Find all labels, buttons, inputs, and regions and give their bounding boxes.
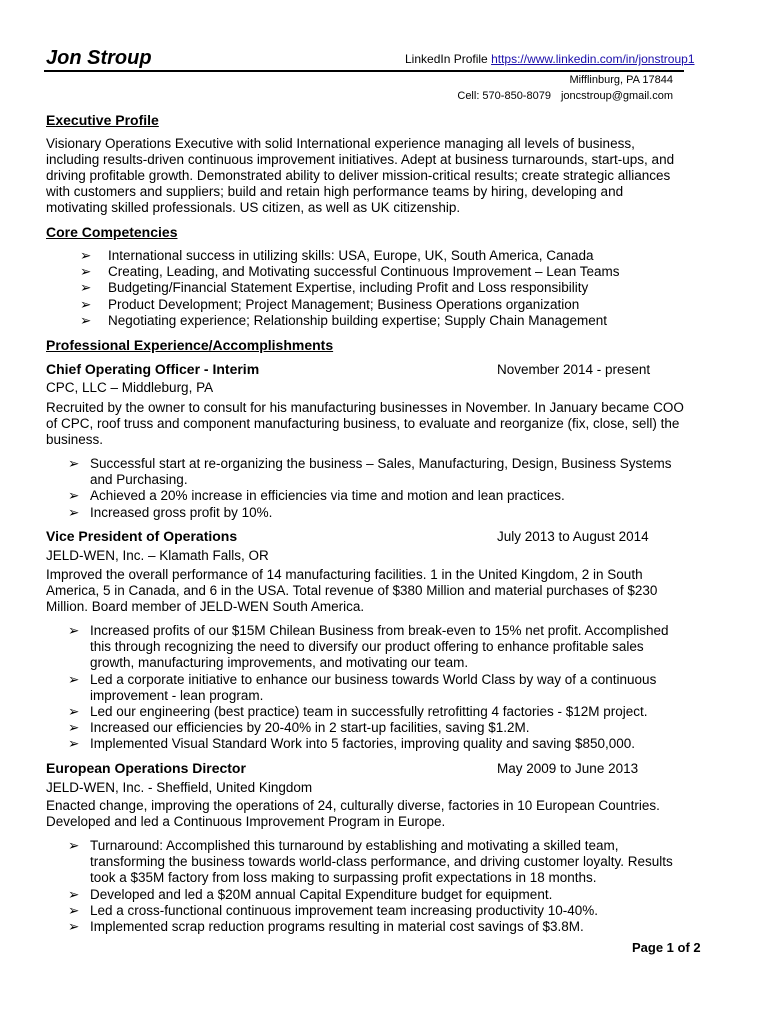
list-item: ➢ Achieved a 20% increase in efficiencies via time and motion and lean practices. — [68, 488, 565, 504]
list-item: ➢ Led a cross-functional continuous improvement team increasing productivity 10-40%. — [68, 902, 599, 918]
list-item: ➢ Product Development; Project Management; Business Operations organization — [80, 296, 580, 312]
email: joncstroup@gmail.com — [560, 90, 673, 102]
list-item: ➢ Turnaround: Accomplished this turnaround by establishing and motivating a skilled team, transforming the business towards world-class performance, and driving customer loyalty. Results took a $35M factory from loss making to surpassing profit expectations in 18 months. — [68, 838, 673, 886]
job-dates: July 2013 to August 2014 — [497, 529, 649, 544]
job-company: CPC, LLC – Middleburg, PA — [46, 380, 214, 395]
executive-profile-text: Visionary Operations Executive with solid International experience managing all levels of business, including results-driven continuous improvement initiatives. Adept at business turnarounds, start-ups, and driving profitable growth. Demonstrated ability to deliver mission-critical results; create strategic alliances with customers and suppliers; build and retain high performance teams by hiring, developing and motivating skilled professionals. US citizen, as well as UK citizenship. — [46, 136, 675, 215]
list-item: ➢ Increased profits of our $15M Chilean Business from break-even to 15% net profit. Accomplished this through recognizing the need to diversify our product offering to enhance profitable sales growth, manufacturing improvements, and motivating our team. — [68, 623, 669, 671]
executive-profile-heading: Executive Profile — [46, 112, 159, 128]
job-summary: Improved the overall performance of 14 manufacturing facilities. 1 in the United Kingdom, 2 in South America, 5 in Canada, and 6 in the USA. Total revenue of $380 Million and material purchases of $230 Million. Board member of JELD-WEN South America. — [46, 567, 658, 614]
list-item: ➢ Led our engineering (best practice) team in successfully retrofitting 4 factories - $12M project. — [68, 704, 648, 720]
list-item: ➢ Increased gross profit by 10%. — [68, 504, 273, 520]
job-summary: Enacted change, improving the operations of 24, culturally diverse, factories in 10 European Countries. Developed and led a Continuous Improvement Program in Europe. — [46, 798, 660, 829]
job-dates: November 2014 - present — [497, 362, 651, 377]
job-bullets — [68, 623, 690, 753]
location: Mifflinburg, PA 17844 — [569, 74, 673, 86]
job-bullets — [68, 838, 690, 935]
job-title: Vice President of Operations — [46, 528, 238, 544]
job-dates: May 2009 to June 2013 — [497, 761, 639, 776]
job-bullets — [68, 456, 690, 521]
list-item: ➢ Successful start at re-organizing the business – Sales, Manufacturing, Design, Business Systems and Purchasing. — [68, 456, 672, 488]
list-item: ➢ Negotiating experience; Relationship building expertise; Supply Chain Management — [80, 312, 608, 328]
contact-line — [457, 90, 673, 102]
job-company: JELD-WEN, Inc. - Sheffield, United Kingdom — [46, 780, 313, 795]
candidate-name: Jon Stroup — [46, 47, 152, 69]
phone: Cell: 570-850-8079 — [457, 90, 551, 102]
job-title: Chief Operating Officer - Interim — [46, 361, 260, 377]
competencies-list — [80, 248, 620, 329]
linkedin-label: LinkedIn Profile — [405, 52, 488, 66]
list-item: ➢ Implemented Visual Standard Work into 5 factories, improving quality and saving $850,000. — [68, 736, 636, 752]
list-item: ➢ Developed and led a $20M annual Capital Expenditure budget for equipment. — [68, 886, 553, 902]
job-title: European Operations Director — [46, 760, 246, 776]
job-summary: Recruited by the owner to consult for his manufacturing businesses in November. In January became COO of CPC, roof truss and component manufacturing business, to evaluate and reorganize (fix, close, sell) the business. — [46, 400, 684, 447]
linkedin-line — [405, 52, 695, 66]
list-item: ➢ Budgeting/Financial Statement Expertise, including Profit and Loss responsibility — [80, 280, 589, 296]
list-item: ➢ Increased our efficiencies by 20-40% in 2 start-up facilities, saving $1.2M. — [68, 720, 530, 736]
list-item: ➢ Implemented scrap reduction programs resulting in material cost savings of $3.8M. — [68, 919, 584, 935]
header-rule — [44, 70, 684, 72]
job-company: JELD-WEN, Inc. – Klamath Falls, OR — [46, 548, 269, 563]
core-competencies-heading: Core Competencies — [46, 224, 178, 240]
list-item: ➢ Led a corporate initiative to enhance our business towards World Class by way of a continuous improvement - lean program. — [68, 671, 657, 703]
list-item: ➢ Creating, Leading, and Motivating successful Continuous Improvement – Lean Teams — [80, 264, 620, 280]
list-item: ➢ International success in utilizing skills: USA, Europe, UK, South America, Canada — [80, 248, 594, 263]
linkedin-link[interactable]: https://www.linkedin.com/in/jonstroup1 — [491, 52, 695, 66]
experience-heading: Professional Experience/Accomplishments — [46, 337, 334, 353]
page-number: Page 1 of 2 — [632, 940, 701, 955]
